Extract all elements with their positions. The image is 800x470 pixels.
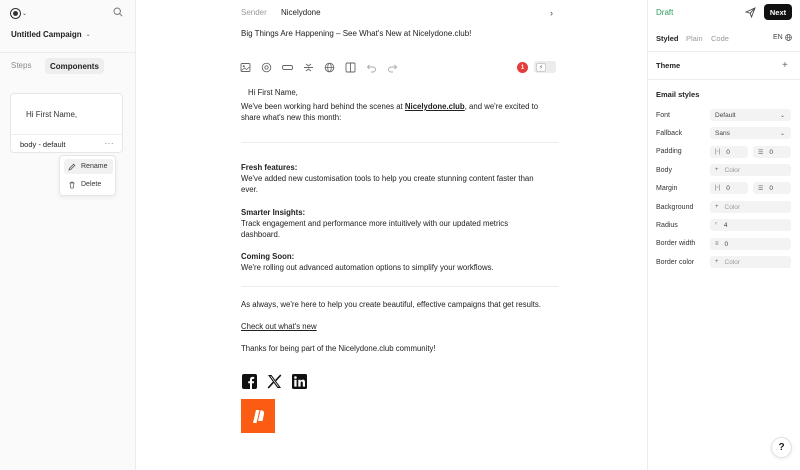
facebook-icon[interactable] <box>242 374 257 389</box>
margin-v-value: 0 <box>769 184 774 192</box>
feature-text: dashboard. <box>241 230 281 239</box>
feature-text: Track engagement and performance more intuitively with our updated metrics <box>241 219 509 228</box>
chevron-down-icon: ⌄ <box>779 112 785 119</box>
plus-icon: + <box>715 204 719 210</box>
globe-icon[interactable] <box>324 62 335 73</box>
tab-plain[interactable]: Plain <box>686 34 703 43</box>
body-color-input[interactable] <box>710 164 791 176</box>
padding-horizontal-icon: |◦| <box>715 149 721 155</box>
closing-text: As always, we're here to help you create beautiful, effective campaigns that get results. <box>241 300 541 309</box>
border-width-label: Border width <box>656 240 696 247</box>
brand-logo <box>241 399 275 433</box>
feature-text: ever. <box>241 185 258 194</box>
radius-value: 4 <box>723 221 728 229</box>
margin-h-value: 0 <box>726 184 730 192</box>
email-greeting: Hi First Name, <box>248 88 298 97</box>
background-label: Background <box>656 204 694 211</box>
body-label: Body <box>656 167 672 174</box>
brand-mark-icon <box>248 406 268 426</box>
divider <box>648 51 800 52</box>
padding-horizontal-input[interactable] <box>710 146 748 158</box>
padding-v-value: 0 <box>769 148 774 156</box>
redo-icon[interactable] <box>387 62 398 73</box>
font-value: Default <box>715 111 736 119</box>
border-color-label: Border color <box>656 259 695 266</box>
divider <box>648 79 800 80</box>
margin-horizontal-icon: |◦| <box>715 185 721 191</box>
more-options-icon[interactable]: ··· <box>104 139 114 148</box>
cta-link[interactable]: Check out what's new <box>241 322 317 331</box>
padding-h-value: 0 <box>726 148 730 156</box>
plus-icon: + <box>715 167 719 173</box>
border-width-icon: ≡ <box>715 241 719 247</box>
font-label: Font <box>656 112 671 119</box>
menu-item-label: Rename <box>81 163 108 170</box>
chevron-down-icon: ⌄ <box>85 32 91 38</box>
padding-label: Padding <box>656 148 682 155</box>
chevron-down-icon: ⌄ <box>779 130 785 137</box>
intro-text: , and we're excited to <box>464 102 539 111</box>
image-icon[interactable] <box>240 62 251 73</box>
feature-text: We're rolling out advanced automation options to simplify your workflows. <box>241 263 494 272</box>
undo-icon[interactable] <box>366 62 377 73</box>
intro-link[interactable]: Nicelydone.club <box>404 102 465 111</box>
fallback-value: Sans <box>715 129 730 137</box>
email-styles-title: Email styles <box>656 90 700 99</box>
language-selector[interactable] <box>773 34 792 41</box>
divider <box>0 52 135 53</box>
border-color-value: Color <box>724 258 741 266</box>
component-card[interactable] <box>10 93 123 153</box>
feature-block <box>241 251 561 273</box>
feature-title: Fresh features: <box>241 163 298 172</box>
tab-components[interactable]: Components <box>45 58 104 74</box>
right-panel <box>647 0 800 470</box>
feature-block <box>241 207 561 240</box>
tab-styled[interactable]: Styled <box>656 34 679 43</box>
mention-icon[interactable] <box>261 62 272 73</box>
help-button[interactable]: ? <box>771 437 792 458</box>
globe-icon <box>785 34 792 41</box>
menu-item-rename[interactable] <box>64 159 113 174</box>
border-width-value: 0 <box>724 240 729 248</box>
button-block-icon[interactable] <box>282 62 293 73</box>
component-name: body - default <box>20 140 66 149</box>
campaign-title-dropdown[interactable] <box>11 30 91 39</box>
subject-line[interactable]: Big Things Are Happening – See What's New at Nicelydone.club! <box>241 29 472 38</box>
thanks-text: Thanks for being part of the Nicelydone.club community! <box>241 344 436 353</box>
component-preview: Hi First Name, <box>26 110 78 119</box>
background-color-input[interactable] <box>710 201 791 213</box>
fallback-label: Fallback <box>656 130 683 137</box>
workspace-switcher[interactable] <box>10 7 29 19</box>
padding-vertical-icon: ☰ <box>758 149 764 156</box>
add-theme-icon[interactable]: + <box>782 60 788 71</box>
next-button[interactable]: Next <box>764 4 792 20</box>
intro-text: We've been working hard behind the scenes at <box>241 102 405 111</box>
body-color-value: Color <box>724 166 741 174</box>
linkedin-icon[interactable] <box>292 374 307 389</box>
spacer-icon[interactable] <box>303 62 314 73</box>
menu-item-label: Delete <box>81 181 102 188</box>
chevron-right-icon[interactable]: › <box>550 8 553 18</box>
border-color-input[interactable] <box>710 256 791 268</box>
search-icon[interactable] <box>113 7 123 17</box>
border-width-input[interactable] <box>710 238 791 250</box>
feature-title: Coming Soon: <box>241 252 295 261</box>
columns-icon[interactable] <box>345 62 356 73</box>
divider <box>241 286 559 287</box>
x-twitter-icon[interactable] <box>267 374 282 389</box>
chevron-down-icon: ⌄ <box>22 10 28 17</box>
preview-toggle[interactable] <box>534 61 556 73</box>
workspace-logo-icon <box>10 8 21 19</box>
send-test-icon[interactable] <box>745 7 756 18</box>
email-intro <box>241 101 561 123</box>
intro-text: share what's new this month: <box>241 113 342 122</box>
padding-vertical-input[interactable] <box>753 146 791 158</box>
issues-badge[interactable]: 1 <box>517 62 528 73</box>
font-select[interactable] <box>710 109 791 121</box>
divider <box>241 142 559 143</box>
menu-item-delete[interactable] <box>64 177 113 192</box>
pencil-icon <box>68 163 76 171</box>
theme-section-title: Theme <box>656 61 681 70</box>
feature-block <box>241 162 561 195</box>
sender-label: Sender <box>241 8 267 17</box>
tab-code[interactable]: Code <box>711 34 729 43</box>
trash-icon <box>68 181 76 189</box>
radius-input[interactable] <box>710 219 791 231</box>
margin-horizontal-input[interactable] <box>710 182 748 194</box>
toggle-knob-icon: ⚡ <box>536 63 546 72</box>
corner-radius-icon: ⌜ <box>715 222 718 229</box>
sender-value[interactable]: Nicelydone <box>281 8 321 17</box>
background-color-value: Color <box>724 203 741 211</box>
tab-steps[interactable]: Steps <box>11 61 32 70</box>
status-badge: Draft <box>656 8 674 17</box>
fallback-select[interactable] <box>710 127 791 139</box>
margin-label: Margin <box>656 185 678 192</box>
radius-label: Radius <box>656 222 678 229</box>
feature-text: We've added new customisation tools to help you create stunning content faster than <box>241 174 534 183</box>
plus-icon: + <box>715 259 719 265</box>
context-menu <box>59 155 116 196</box>
margin-vertical-input[interactable] <box>753 182 791 194</box>
language-code: EN <box>773 34 783 41</box>
margin-vertical-icon: ☰ <box>758 185 764 192</box>
feature-title: Smarter Insights: <box>241 208 306 217</box>
campaign-title: Untitled Campaign <box>11 30 82 39</box>
divider <box>11 134 122 135</box>
